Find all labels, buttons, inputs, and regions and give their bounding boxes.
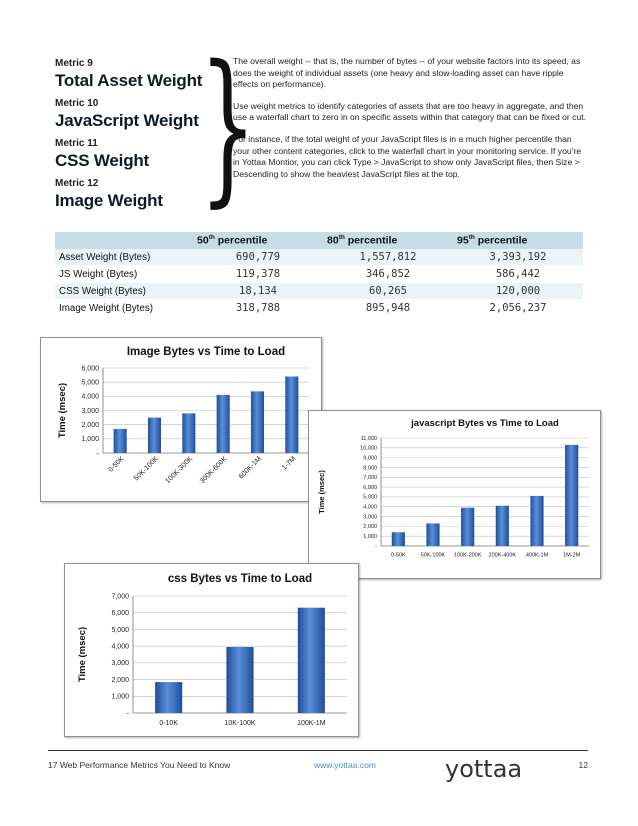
x-tick-label: 50K-100K — [420, 552, 446, 559]
y-tick-label: - — [126, 710, 129, 718]
y-tick-label: 2,000 — [111, 676, 129, 684]
y-tick-label: 2,000 — [363, 524, 377, 531]
chart-bar — [182, 413, 195, 453]
description-paragraph: The overall weight -- that is, the number of bytes -- of your website factors into its speed, as does the weight of individual assets (one heavy and slow-loading asset can have ripple effects on performance). — [233, 56, 581, 90]
image-bytes-chart — [40, 337, 322, 502]
yottaa-logo — [443, 755, 541, 785]
y-tick-label: 9,000 — [363, 455, 377, 462]
chart-bar — [298, 608, 325, 713]
y-tick-label: 5,000 — [111, 626, 129, 634]
description-paragraph: Use weight metrics to identify categories of assets that are too heavy in aggregate, and then use a waterfall chart to zero in on specific assets within that category that can be fixed or cut. — [233, 100, 587, 123]
y-axis-label: Time (msec) — [317, 470, 326, 514]
chart-bar — [496, 506, 509, 546]
chart-bar — [226, 647, 253, 713]
chart-bar — [217, 395, 230, 453]
x-tick-label: 0-10K — [159, 720, 179, 727]
y-tick-label: 10,000 — [360, 445, 377, 452]
x-tick-label: 50K-100K — [132, 455, 160, 483]
chart-bar — [426, 523, 439, 546]
y-tick-label: 1,000 — [363, 534, 377, 541]
chart-bar — [251, 391, 264, 453]
cell-value: 1,557,812 — [323, 249, 453, 266]
y-tick-label: 3,000 — [81, 407, 99, 415]
y-tick-label: 6,000 — [111, 610, 129, 618]
chart-title: css Bytes vs Time to Load — [167, 573, 313, 585]
x-tick-label: 200K-400K — [488, 552, 517, 559]
x-tick-label: 600K-1M — [237, 455, 263, 481]
x-tick-label: 400K-1M — [525, 552, 549, 559]
metric-item — [55, 58, 215, 91]
page-number: 12 — [578, 760, 588, 770]
x-tick-label: 1-7M — [281, 455, 298, 472]
chart-bar — [530, 496, 543, 546]
cell-value: 690,779 — [193, 249, 323, 266]
cell-value: 18,134 — [193, 283, 323, 300]
chart-bar — [461, 508, 474, 546]
metric-list — [55, 58, 215, 218]
description-text — [233, 56, 587, 190]
metric-number: Metric 12 — [55, 178, 99, 189]
table-row — [55, 249, 583, 266]
metric-number: Metric 10 — [55, 98, 99, 109]
y-tick-label: 4,000 — [111, 643, 129, 651]
y-tick-label: - — [96, 450, 99, 458]
y-axis-label: Time (msec) — [77, 626, 88, 683]
percentile-table — [55, 232, 583, 317]
y-axis-label: Time (msec) — [57, 382, 68, 439]
metric-title: Image Weight — [55, 191, 163, 210]
y-tick-label: 3,000 — [363, 514, 377, 521]
cell-value: 60,265 — [323, 283, 453, 300]
x-tick-label: 0-50K — [107, 455, 126, 474]
metric-item — [55, 178, 215, 211]
footer-title: 17 Web Performance Metrics You Need to Know — [48, 760, 231, 770]
cell-value: 120,000 — [453, 283, 583, 300]
x-tick-label: 1M-2M — [563, 552, 581, 559]
y-tick-label: 4,000 — [81, 393, 99, 401]
x-tick-label: 100K-300K — [164, 455, 195, 486]
metric-title: CSS Weight — [55, 151, 150, 170]
curly-brace-divider: } — [199, 30, 257, 222]
x-tick-label: 100K-1M — [297, 720, 326, 727]
y-tick-label: 1,000 — [81, 436, 99, 444]
cell-value: 346,852 — [323, 266, 453, 283]
cell-value: 318,788 — [193, 300, 323, 317]
row-label: Image Weight (Bytes) — [55, 300, 193, 317]
y-tick-label: 5,000 — [363, 494, 377, 501]
chart-bar — [285, 377, 298, 454]
y-tick-label: 2,000 — [81, 422, 99, 429]
metric-title: Total Asset Weight — [55, 71, 203, 90]
table-header-50th: 50th percentile — [193, 232, 323, 249]
row-label: JS Weight (Bytes) — [55, 266, 193, 283]
metric-item — [55, 138, 215, 171]
footer-link[interactable]: www.yottaa.com — [314, 760, 376, 770]
table-row — [55, 300, 583, 317]
cell-value: 586,442 — [453, 266, 583, 283]
x-tick-label: 100K-200K — [453, 552, 482, 559]
page-footer — [48, 750, 588, 770]
y-tick-label: 3,000 — [111, 660, 129, 668]
chart-bar — [392, 532, 405, 546]
y-tick-label: 8,000 — [363, 465, 377, 472]
chart-title: javascript Bytes vs Time to Load — [411, 418, 559, 429]
css-bytes-chart-svg — [65, 564, 358, 736]
chart-bar — [565, 445, 578, 546]
cell-value: 895,948 — [323, 300, 453, 317]
table-header-80th: 80th percentile — [323, 232, 453, 249]
description-paragraph: For instance, if the total weight of your JavaScript files is in a much higher percentile than your other content categories, click to the waterfall chart in your monitoring service. If you’re in Yottaa Montior, you can click Type > JavaScript to show only JavaScript files, then Size > Descending to show the heaviest JavaScript files at the top. — [233, 133, 582, 179]
y-tick-label: 11,000 — [360, 435, 377, 442]
table-row — [55, 266, 583, 283]
table-header-95th: 95th percentile — [453, 232, 583, 249]
css-bytes-chart — [64, 563, 359, 737]
metric-number: Metric 11 — [55, 138, 98, 149]
chart-bar — [155, 682, 182, 713]
row-label: CSS Weight (Bytes) — [55, 283, 193, 300]
cell-value: 2,056,237 — [453, 300, 583, 317]
chart-title: Image Bytes vs Time to Load — [126, 346, 286, 358]
table-header-row — [55, 232, 583, 249]
javascript-bytes-chart — [308, 410, 601, 579]
y-tick-label: 7,000 — [111, 593, 129, 601]
y-tick-label: - — [375, 543, 377, 550]
y-tick-label: 1,000 — [111, 693, 129, 701]
chart-bar — [114, 429, 127, 453]
javascript-bytes-chart-svg — [309, 411, 600, 578]
cell-value: 119,378 — [193, 266, 323, 283]
x-tick-label: 0-50K — [390, 552, 406, 559]
table-header-empty — [55, 232, 193, 249]
y-tick-label: 6,000 — [81, 365, 99, 373]
y-tick-label: 5,000 — [81, 379, 99, 387]
metric-number: Metric 9 — [55, 58, 93, 69]
logo-wordmark: yottaa — [445, 755, 523, 783]
cell-value: 3,393,192 — [453, 249, 583, 266]
x-tick-label: 10K-100K — [224, 720, 256, 727]
x-tick-label: 300K-600K — [198, 455, 229, 486]
y-tick-label: 7,000 — [363, 475, 377, 482]
metric-title: JavaScript Weight — [55, 111, 199, 130]
row-label: Asset Weight (Bytes) — [55, 249, 193, 266]
table-row — [55, 283, 583, 300]
image-bytes-chart-svg — [41, 338, 321, 501]
chart-bar — [148, 418, 161, 453]
metric-item — [55, 98, 215, 131]
y-tick-label: 6,000 — [363, 484, 377, 491]
y-tick-label: 4,000 — [363, 504, 377, 511]
